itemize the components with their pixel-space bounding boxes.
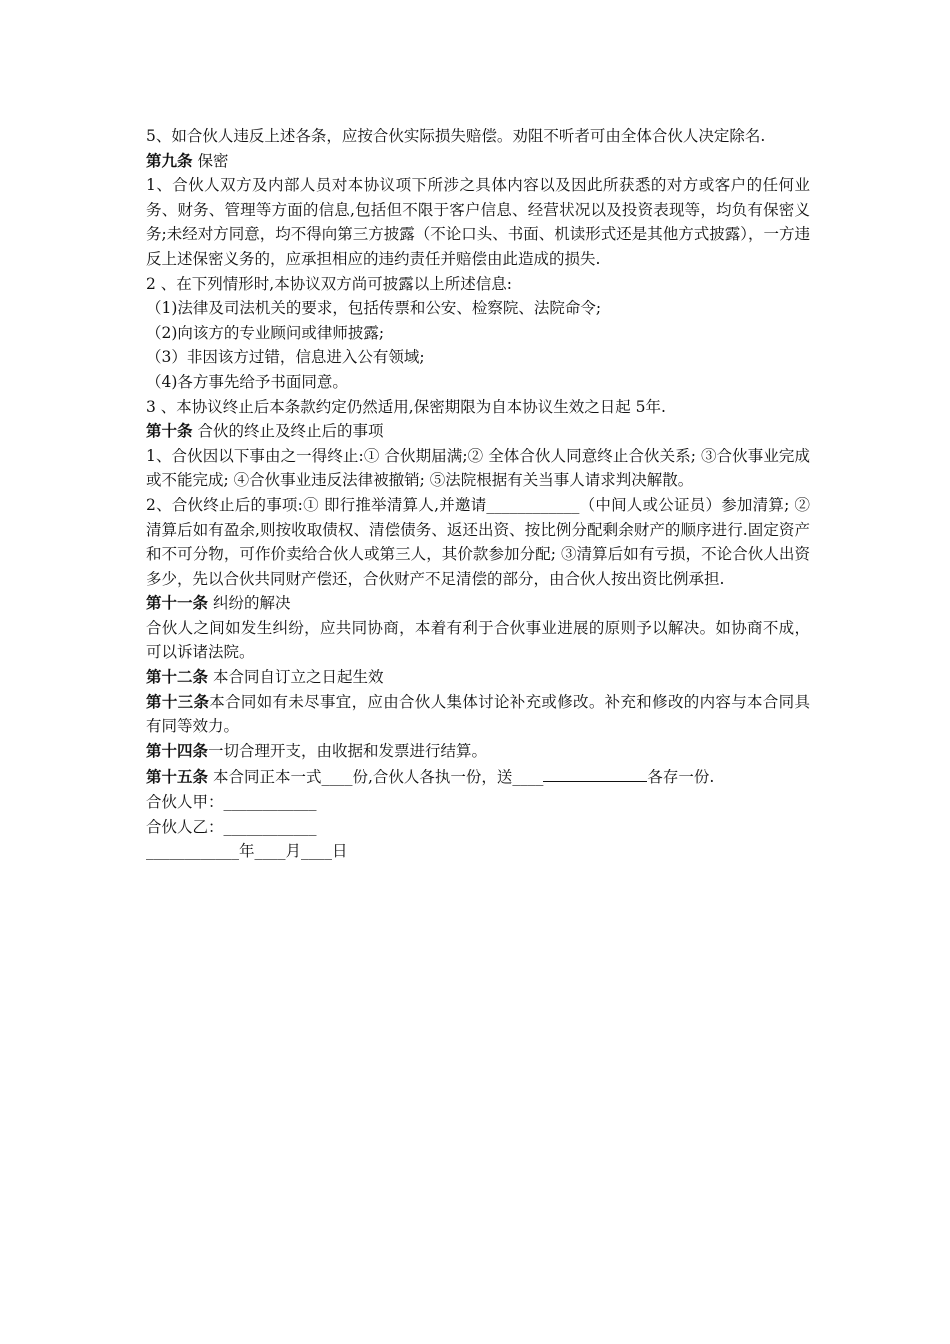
signature-partner-b: 合伙人乙：____________ bbox=[146, 817, 317, 836]
article-13 bbox=[146, 690, 810, 739]
article-13-text: 本合同如有未尽事宜，应由合伙人集体讨论补充或修改。补充和修改的内容与本合同具有同等效力。 bbox=[146, 692, 810, 736]
article-11-text: 合伙人之间如发生纠纷，应共同协商，本着有利于合伙事业进展的原则予以解决。如协商不成，可以诉诸法院。 bbox=[146, 618, 810, 662]
article-12 bbox=[146, 665, 810, 690]
article-15-text-b: 各存一份. bbox=[647, 768, 715, 787]
article-9-clause-3: 3 、本协议终止后本条款约定仍然适用,保密期限为自本协议生效之日起 5年. bbox=[146, 397, 666, 416]
article-9-clause-1: 1、合伙人双方及内部人员对本协议项下所涉之具体内容以及因此所获悉的对方或客户的任何业务、财务、管理等方面的信息,包括但不限于客户信息、经营状况以及投资表现等，均负有保密义务;未经对方同意，均不得向第三方披露（不论口头、书面、机读形式还是其他方式披露），一方违反上述保密义务的，应承担相应的违约责任并赔偿由此造成的损失. bbox=[146, 176, 810, 268]
article-9-clause-2: 2 、在下列情形时,本协议双方尚可披露以上所述信息: bbox=[146, 274, 512, 293]
signature-date: ____________年____月____日 bbox=[146, 842, 348, 861]
article-14 bbox=[146, 739, 810, 764]
article-13-title: 第十三条 bbox=[146, 691, 210, 711]
article-10-name: 合伙的终止及终止后的事项 bbox=[197, 422, 384, 441]
article-12-name: 本合同自订立之日起生效 bbox=[212, 668, 384, 687]
article-11-heading bbox=[146, 591, 810, 616]
article-15-text-a: 本合同正本一式____份,合伙人各执一份，送____ bbox=[212, 768, 544, 787]
article-10-title: 第十条 bbox=[146, 421, 193, 441]
article-9-title: 第九条 bbox=[146, 150, 193, 170]
article-11-name: 纠纷的解决 bbox=[212, 594, 291, 613]
article-15-title: 第十五条 bbox=[146, 767, 209, 787]
article-10-clause-1: 1、合伙因以下事由之一得终止:① 合伙期届满;② 全体合伙人同意终止合伙关系; ③合伙事业完成或不能完成; ④合伙事业违反法律被撤销; ⑤法院根据有关当事人请求判决解散。 bbox=[146, 446, 810, 490]
blank-underline bbox=[543, 763, 647, 782]
article-9-case-2: （2)向该方的专业顾问或律师披露; bbox=[146, 323, 385, 342]
article-9-case-3: （3）非因该方过错，信息进入公有领域; bbox=[146, 348, 425, 367]
signature-partner-a: 合伙人甲：____________ bbox=[146, 793, 317, 812]
article-14-title: 第十四条 bbox=[146, 740, 209, 760]
article-10-clause-2: 2、合伙终止后的事项:① 即行推举清算人,并邀请____________（中间人或公证员）参加清算; ②清算后如有盈余,则按收取债权、清偿债务、返还出资、按比例分配剩余财产的顺序进行.固定资产和不可分物，可作价卖给合伙人或第三人，其价款参加分配; ③清算后如有亏损，不论合伙人出资多少，先以合伙共同财产偿还，合伙财产不足清偿的部分，由合伙人按出资比例承担. bbox=[146, 495, 810, 588]
article-9-case-4: （4)各方事先给予书面同意。 bbox=[146, 372, 348, 391]
document-body bbox=[146, 124, 810, 864]
article-10-heading bbox=[146, 419, 810, 444]
article-9-heading bbox=[146, 149, 810, 174]
paragraph-item5: 5、如合伙人违反上述各条，应按合伙实际损失赔偿。劝阻不听者可由全体合伙人决定除名. bbox=[146, 127, 766, 145]
article-14-text: 一切合理开支，由收据和发票进行结算。 bbox=[208, 741, 488, 760]
article-12-title: 第十二条 bbox=[146, 667, 209, 687]
article-9-case-1: （1)法律及司法机关的要求，包括传票和公安、检察院、法院命令; bbox=[146, 299, 602, 318]
article-11-title: 第十一条 bbox=[146, 593, 209, 613]
article-9-name: 保密 bbox=[197, 151, 229, 170]
article-15 bbox=[146, 763, 810, 790]
